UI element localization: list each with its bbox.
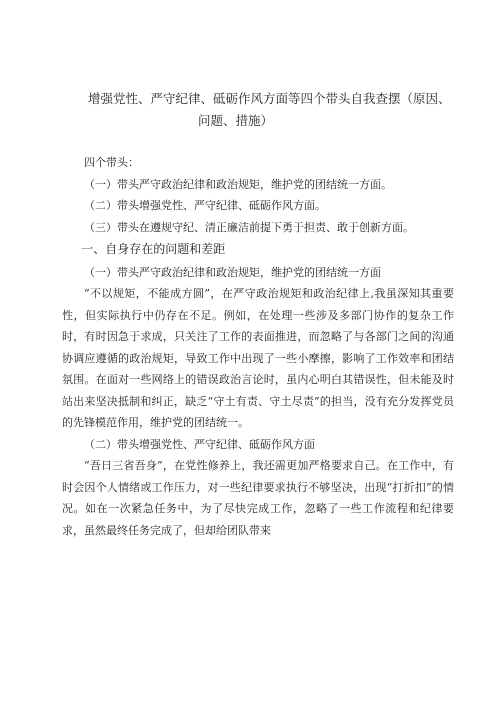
item-two: （二）带头增强党性、严守纪律、砥砺作风方面。: [84, 199, 326, 212]
body-paragraph-1: “不以规矩，不能成方圆”，在严守政治规矩和政治纪律上,我虽深知其重要性，但实际执行中仍存在不足。例如，在处理一些涉及多部门协作的复杂工作时，有时因急于求成，只关注了工作的表面推进，而忽略了与各部门之间的沟通协调应遵循的政治规矩，导致工作中出现了一些小摩擦，影响了工作效率和团结氛围。在面对一些网络上的错误政治言论时，虽内心明白其错误性，但未能及时站出来坚决抵制和纠正，缺乏“守土有责、守土尽责”的担当，没有充分发挥党员的先锋模范作用，维护党的团结统一。: [62, 287, 454, 429]
document-title: [60, 88, 460, 132]
item-one: （一）带头严守政治纪律和政治规矩，维护党的团结统一方面。: [84, 177, 392, 191]
subsection-heading-2: （二）带头增强党性、严守纪律、砥砺作风方面: [84, 437, 315, 451]
document-body: [62, 152, 454, 541]
body-paragraph-2: “吾日三省吾身”，在党性修养上，我还需更加严格要求自己。在工作中，有时会因个人情绪或工作压力，对一些纪律要求执行不够坚决，出现“打折扣”的情况。如在一次紧急任务中，为了尽快完成工作，忽略了一些工作流程和纪律要求，虽然最终任务完成了，但却给团队带来: [62, 459, 454, 537]
section-heading: 一、自身存在的问题和差距: [81, 242, 226, 256]
item-three: （三）带头在遵规守纪、清正廉洁前提下勇于担责、敢于创新方面。: [84, 220, 414, 234]
title-line-2: 问题、措施）: [198, 113, 274, 128]
subsection-heading-1: （一）带头严守政治纪律和政治规矩，维护党的团结统一方面: [84, 265, 381, 279]
title-line-1: 增强党性、严守纪律、砥砺作风方面等四个带头自我查摆（原因、: [88, 91, 451, 106]
intro-label: 四个带头：: [84, 156, 139, 169]
